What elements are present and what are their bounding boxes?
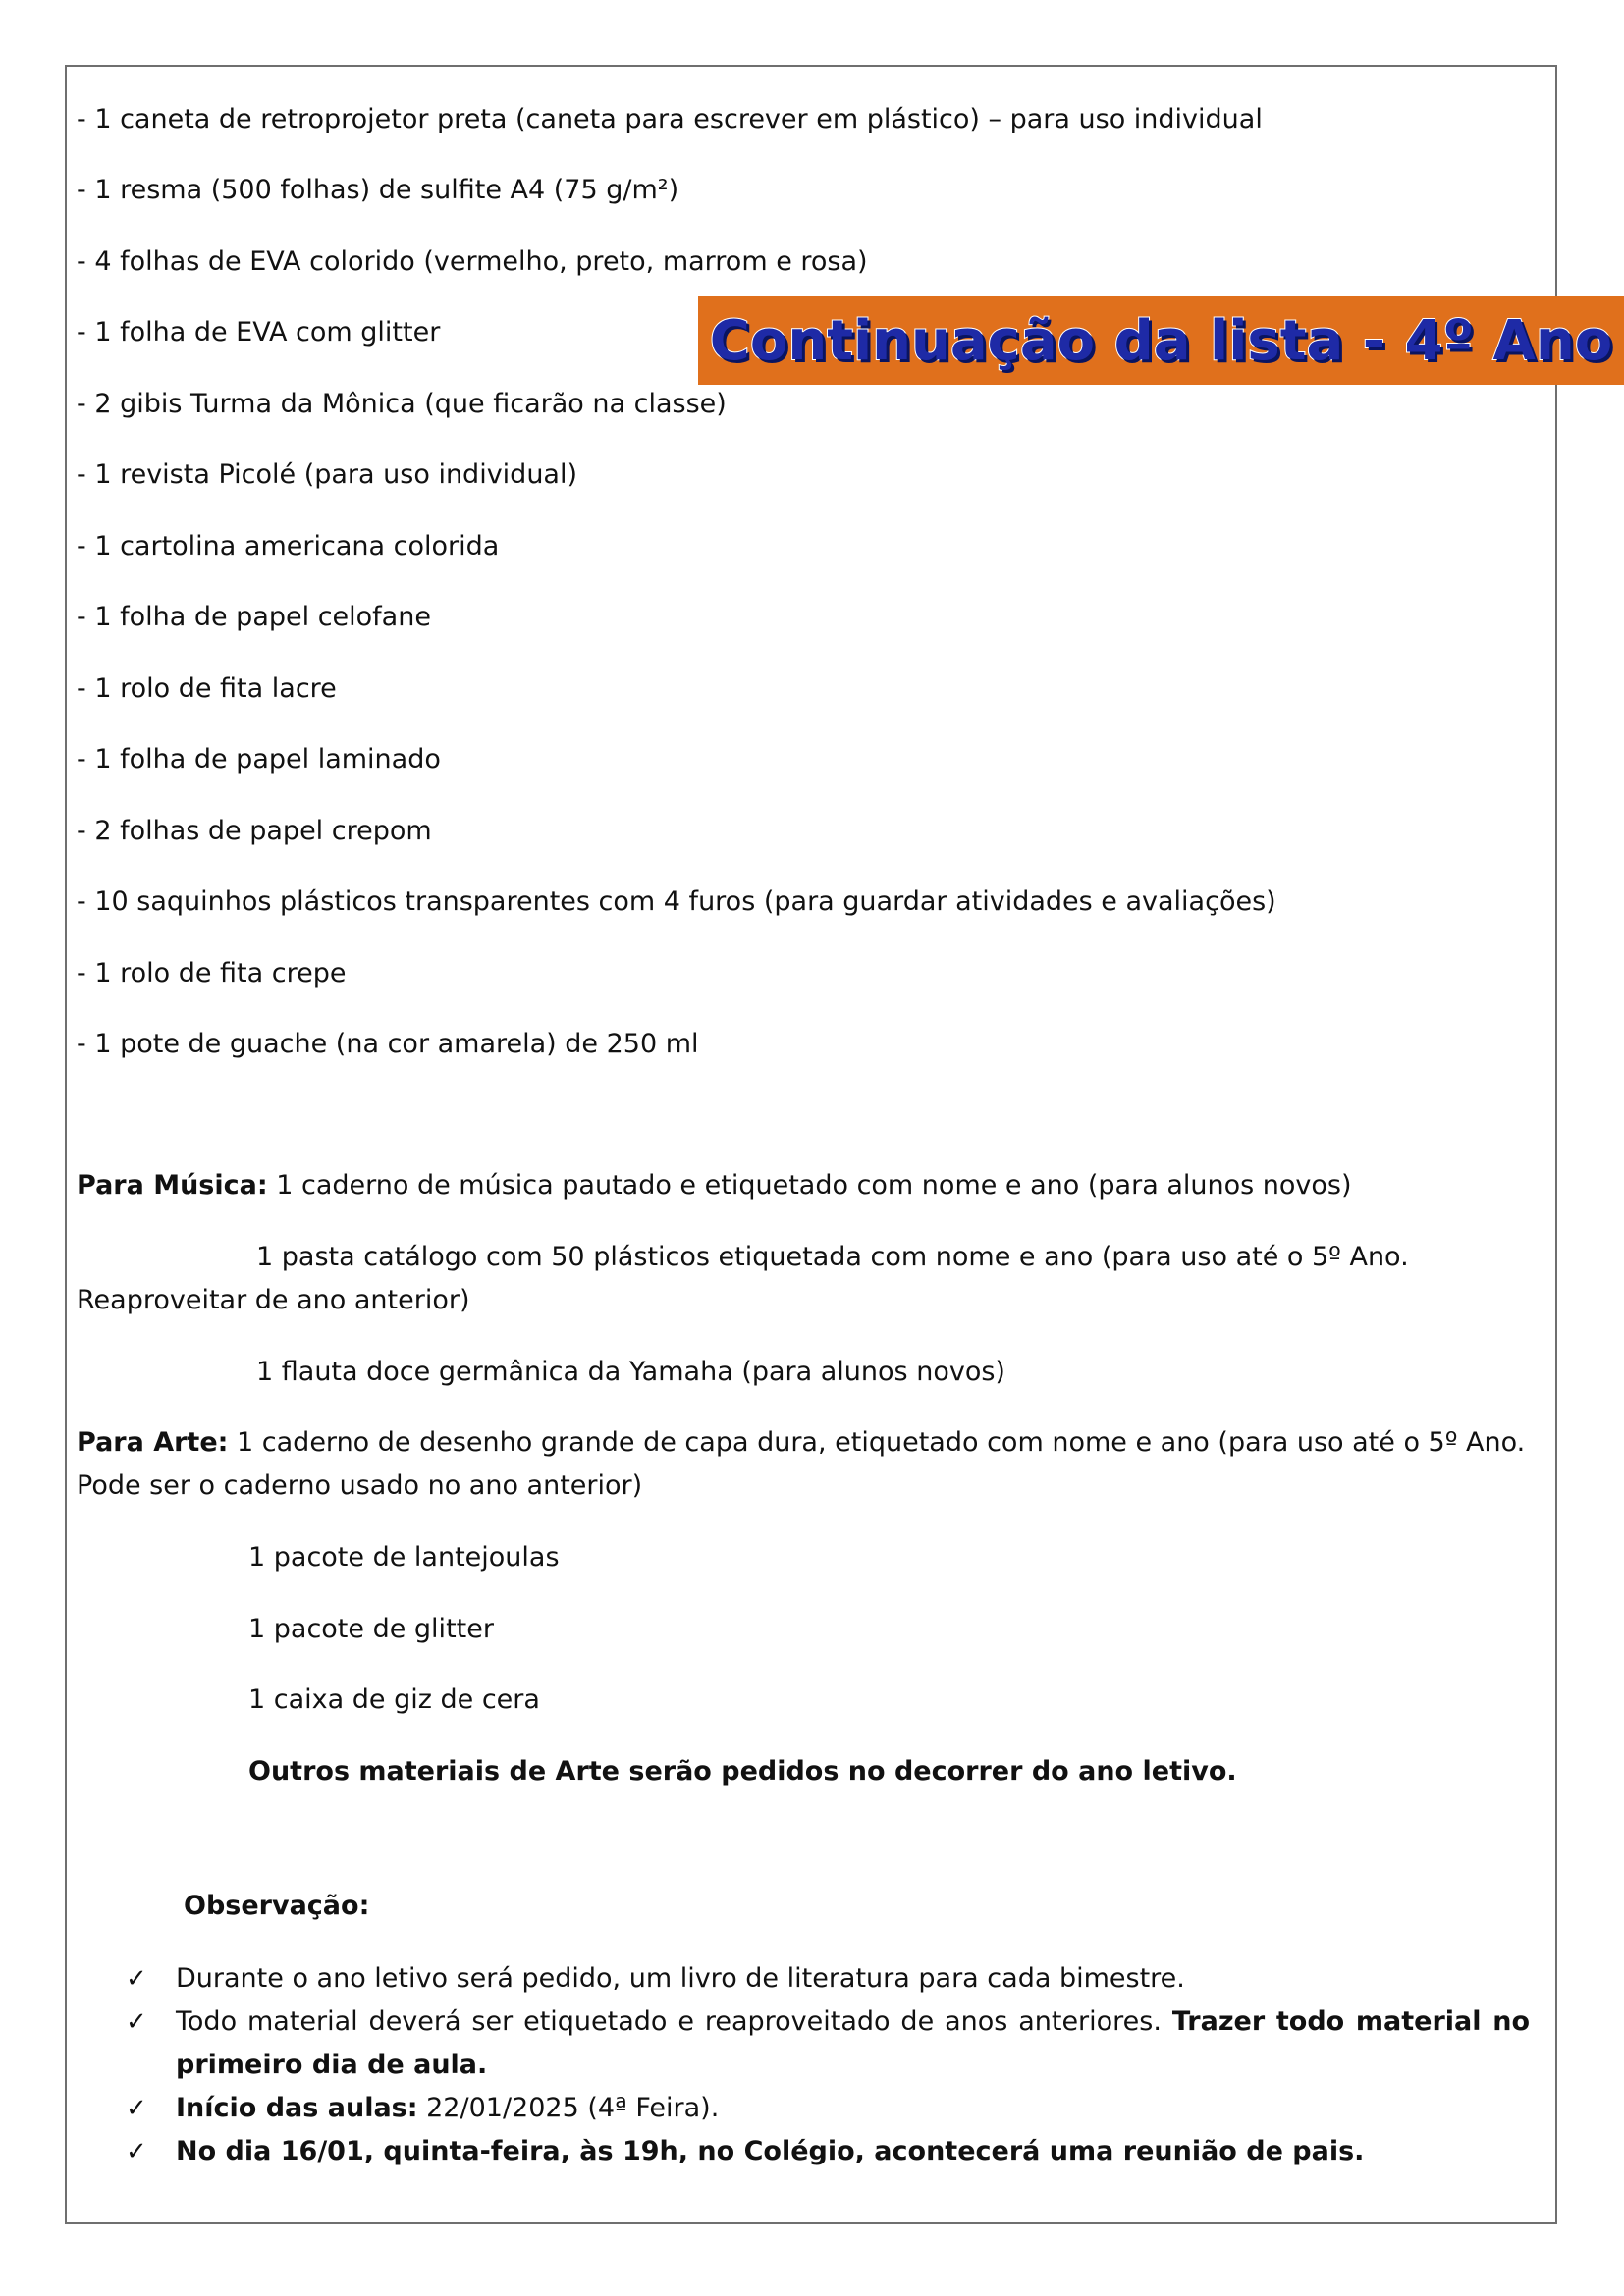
observacao-item: ✓ Início das aulas: 22/01/2025 (4ª Feira). [126, 2087, 1530, 2130]
list-item: - 2 folhas de papel crepom [77, 816, 432, 846]
arte-note: Outros materiais de Arte serão pedidos no decorrer do ano letivo. [248, 1756, 1237, 1787]
check-icon: ✓ [126, 2094, 147, 2123]
musica-item-1 [77, 1164, 1352, 1207]
check-icon: ✓ [126, 2007, 147, 2037]
list-item: - 1 folha de EVA com glitter [77, 317, 441, 347]
list-item: - 4 folhas de EVA colorido (vermelho, preto, marrom e rosa) [77, 246, 868, 277]
list-item: - 1 pote de guache (na cor amarela) de 250 ml [77, 1029, 699, 1059]
list-item: - 2 gibis Turma da Mônica (que ficarão na classe) [77, 389, 727, 419]
list-item: - 1 revista Picolé (para uso individual) [77, 459, 578, 490]
list-item: - 1 resma (500 folhas) de sulfite A4 (75 g/m²) [77, 175, 679, 205]
musica-text: 1 caderno de música pautado e etiquetado com nome e ano (para alunos novos) [267, 1170, 1352, 1201]
observacao-item: ✓ Todo material deverá ser etiquetado e reaproveitado de anos anteriores. Trazer todo material no primeiro dia de aula. [126, 2001, 1530, 2087]
observacao-item: ✓ Durante o ano letivo será pedido, um livro de literatura para cada bimestre. [126, 1957, 1530, 2001]
musica-item-2 [77, 1236, 1540, 1322]
observacao-list [126, 1957, 1530, 2173]
list-item: - 1 rolo de fita crepe [77, 958, 347, 988]
list-item: - 1 rolo de fita lacre [77, 673, 337, 704]
arte-item-1 [77, 1421, 1540, 1508]
arte-item-2: 1 pacote de lantejoulas [248, 1542, 560, 1573]
observacao-item: ✓ No dia 16/01, quinta-feira, às 19h, no Colégio, acontecerá uma reunião de pais. [126, 2130, 1530, 2173]
list-item: - 1 caneta de retroprojetor preta (caneta para escrever em plástico) – para uso individual [77, 104, 1263, 134]
check-icon: ✓ [126, 1964, 147, 1994]
arte-item-3: 1 pacote de glitter [248, 1614, 494, 1644]
arte-label: Para Arte: [77, 1427, 229, 1458]
musica-item-3: 1 flauta doce germânica da Yamaha (para alunos novos) [256, 1357, 1005, 1387]
list-item: - 1 folha de papel laminado [77, 744, 441, 774]
list-item: - 1 cartolina americana colorida [77, 531, 500, 561]
observacao-title: Observação: [184, 1891, 370, 1921]
list-banner [698, 296, 1624, 385]
list-item: - 10 saquinhos plásticos transparentes com 4 furos (para guardar atividades e avaliações) [77, 886, 1276, 917]
musica-text: 1 pasta catálogo com 50 plásticos etiquetada com nome e ano (para uso até o 5º Ano. Reaproveitar de ano anterior) [77, 1242, 1409, 1315]
musica-label: Para Música: [77, 1170, 268, 1201]
check-icon: ✓ [126, 2137, 147, 2166]
arte-item-4: 1 caixa de giz de cera [248, 1684, 540, 1715]
banner-title: Continuação da lista - 4º Ano [709, 308, 1613, 373]
arte-text: 1 caderno de desenho grande de capa dura, etiquetado com nome e ano (para uso até o 5º Ano. Pode ser o caderno usado no ano anterior) [77, 1427, 1526, 1501]
list-item: - 1 folha de papel celofane [77, 602, 431, 632]
